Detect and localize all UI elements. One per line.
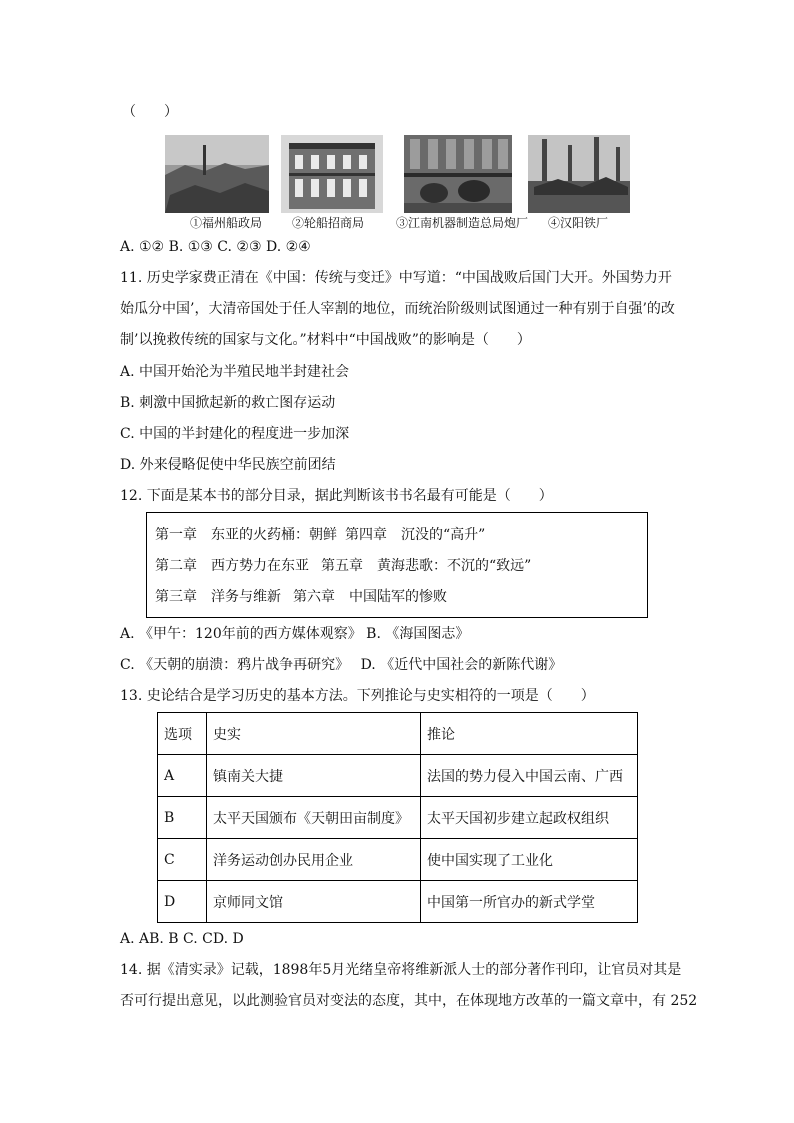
photo-caption-3: ③江南机器制造总局炮厂	[396, 216, 529, 230]
table-row	[158, 839, 638, 881]
cell-option: B	[158, 797, 207, 839]
header-option: 选项	[158, 713, 207, 755]
table-row	[158, 881, 638, 923]
q11-stem-line1: 11. 历史学家费正清在《中国：传统与变迁》中写道：“中国战败后国门大开。外国势力开	[120, 270, 672, 286]
q11-stem-line2: 始瓜分中国’，大清帝国处于任人宰割的地位，而统治阶级则试图通过一种有别于自强’的改	[120, 301, 675, 317]
header-inference: 推论	[421, 713, 638, 755]
toc-chapter-2: 第二章 西方势力在东亚	[155, 558, 309, 574]
toc-row	[155, 587, 447, 607]
cell-fact: 太平天国颁布《天朝田亩制度》	[207, 797, 421, 839]
q10-options: A. ①② B. ①③ C. ②③ D. ②④	[120, 239, 311, 255]
cell-fact: 京师同文馆	[207, 881, 421, 923]
cell-fact: 镇南关大捷	[207, 755, 421, 797]
photo-caption-4: ④汉阳铁厂	[548, 216, 609, 230]
q11-stem-line3: 制’以挽救传统的国家与文化。”材料中“中国战败”的影响是（ ）	[120, 332, 531, 348]
q12-options-ab: A. 《甲午：120年前的西方媒体观察》 B. 《海国图志》	[120, 626, 470, 642]
cell-inference: 使中国实现了工业化	[421, 839, 638, 881]
toc-row	[155, 525, 485, 545]
toc-chapter-4: 第四章 沉没的“高升”	[345, 527, 486, 543]
q14-stem-line2: 否可行提出意见，以此测验官员对变法的态度，其中，在体现地方改革的一篇文章中，有 252	[120, 993, 698, 1009]
table-header-row	[158, 713, 638, 755]
cell-option: C	[158, 839, 207, 881]
photo-china-merchants	[281, 135, 383, 213]
toc-chapter-6: 第六章 中国陆军的惨败	[293, 589, 447, 605]
q13-options: A. AB. B C. CD. D	[120, 931, 244, 947]
q13-table	[157, 712, 638, 923]
table-row	[158, 797, 638, 839]
q11-option-b: B. 刺激中国掀起新的救亡图存运动	[120, 395, 336, 411]
photo-jiangnan-arsenal	[404, 135, 512, 213]
q11-option-d: D. 外来侵略促使中华民族空前团结	[120, 457, 336, 473]
table-row	[158, 755, 638, 797]
toc-chapter-3: 第三章 洋务与维新	[155, 589, 281, 605]
toc-row	[155, 556, 531, 576]
q11-option-a: A. 中国开始沦为半殖民地半封建社会	[120, 364, 350, 380]
q12-stem: 12. 下面是某本书的部分目录，据此判断该书书名最有可能是（ ）	[120, 488, 553, 504]
building-photo-icon	[281, 135, 383, 213]
q12-options-cd: C. 《天朝的崩溃：鸦片战争再研究》 D. 《近代中国社会的新陈代谢》	[120, 657, 563, 673]
cell-option: D	[158, 881, 207, 923]
q11-option-c: C. 中国的半封建化的程度进一步加深	[120, 426, 350, 442]
factory-interior-photo-icon	[404, 135, 512, 213]
toc-chapter-5: 第五章 黄海悲歌：不沉的“致远”	[321, 558, 532, 574]
cell-inference: 中国第一所官办的新式学堂	[421, 881, 638, 923]
header-fact: 史实	[207, 713, 421, 755]
cell-fact: 洋务运动创办民用企业	[207, 839, 421, 881]
book-toc-box	[146, 512, 648, 618]
cell-inference: 太平天国初步建立起政权组织	[421, 797, 638, 839]
shipyard-photo-icon	[165, 135, 269, 213]
photo-caption-2: ②轮船招商局	[292, 216, 365, 230]
photo-hanyang-ironworks	[528, 135, 630, 213]
q13-stem: 13. 史论结合是学习历史的基本方法。下列推论与史实相符的一项是（ ）	[120, 688, 595, 704]
photo-fuzhou-shipyard	[165, 135, 269, 213]
toc-chapter-1: 第一章 东亚的火药桶：朝鲜	[155, 527, 337, 543]
ironworks-photo-icon	[528, 135, 630, 213]
q10-answer-bracket: （ ）	[122, 104, 178, 120]
cell-inference: 法国的势力侵入中国云南、广西	[421, 755, 638, 797]
cell-option: A	[158, 755, 207, 797]
photo-caption-1: ①福州船政局	[190, 216, 263, 230]
q14-stem-line1: 14. 据《清实录》记载，1898年5月光绪皇帝将维新派人士的部分著作刊印，让官员对其是	[120, 962, 682, 978]
